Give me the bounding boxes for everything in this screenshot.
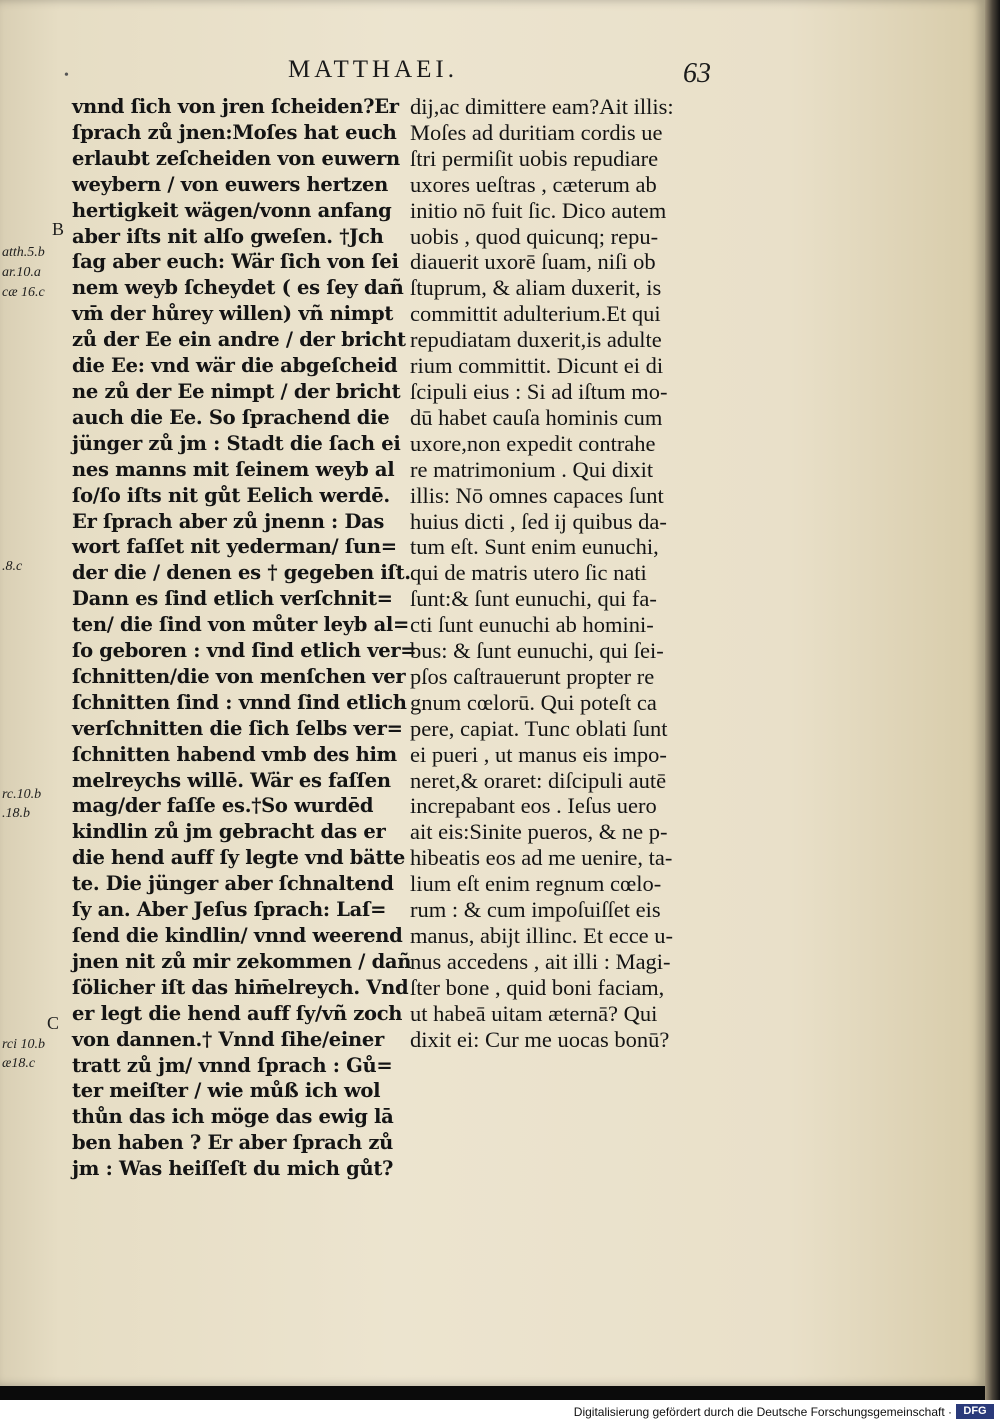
latin-text-line: gnum cœlorū. Qui poteſt ca — [410, 689, 657, 715]
margin-ref: cæ 16.c — [2, 285, 45, 300]
german-text-line: ben haben ? Er aber ſprach zů — [72, 1131, 394, 1155]
latin-text-line: ei pueri , ut manus eis impo- — [410, 741, 667, 767]
latin-text-line: ſtri permiſit uobis repudiare — [410, 145, 659, 171]
latin-text-line: nus accedens , ait illi : Magi- — [410, 948, 671, 974]
german-text-line: jünger zů jm : Stadt die ſach ei — [72, 431, 401, 455]
footer-bar — [0, 1400, 1000, 1424]
german-text-line: thůn das ich möge das ewig lā — [72, 1105, 394, 1129]
german-text-line: ſend die kindlin/ vnnd weerend — [72, 924, 403, 947]
german-text-line: vm̄ der hůrey willen) vñ nimpt — [72, 302, 394, 326]
latin-text-line: ſunt:& ſunt eunuchi, qui fa- — [410, 586, 657, 612]
margin-letter-b: B — [52, 219, 65, 239]
german-text-line: ſo/ſo iſts nit gůt Eelich werdē. — [72, 483, 390, 507]
german-text-line: mag/der faſſe es.†So wurdēd — [72, 794, 374, 818]
german-text-line: er legt die hend auff ſy/vñ zoch — [72, 1001, 403, 1025]
latin-text-line: committit adulterium.Et qui — [410, 301, 661, 327]
funding-notice: Digitalisierung gefördert durch die Deutsche Forschungsgemeinschaft · — [573, 1405, 952, 1419]
latin-text-line: Moſes ad duritiam cordis ue — [410, 119, 663, 145]
latin-text-line: pere, capiat. Tunc oblati ſunt — [410, 715, 668, 741]
margin-ref: atth.5.b — [2, 245, 45, 260]
german-text-line: hertigkeit wägen/vonn anfang — [72, 198, 392, 222]
german-text-line: nes manns mit ſeinem weyb al — [72, 457, 395, 481]
latin-text-line: huius dicti , ſed ij quibus da- — [410, 508, 667, 534]
german-text-line: ter meiſter / wie můß ich wol — [72, 1079, 381, 1103]
latin-text-column — [410, 94, 730, 1053]
german-text-line: ſchnitten/die von menſchen ver — [72, 664, 406, 688]
german-text-line: aber iſts nit alſo gweſen. †Jch — [72, 224, 384, 248]
latin-text-line: tum eſt. Sunt enim eunuchi, — [410, 534, 659, 560]
latin-text-line: ut habeā uitam æternā? Qui — [410, 1000, 658, 1026]
german-text-line: melreychs willē. Wär es faſſen — [72, 768, 391, 792]
running-head: MATTHAEI. — [288, 56, 459, 83]
german-text-line: kindlin zů jm gebracht das er — [72, 820, 386, 844]
german-text-line: ſy an. Aber Jeſus ſprach: Laſ= — [72, 898, 387, 922]
german-text-line: die Ee: vnd wär die abgeſcheid — [72, 354, 398, 378]
latin-text-line: bus: & ſunt eunuchi, qui ſei- — [410, 638, 664, 664]
margin-ref: æ18.c — [2, 1056, 36, 1071]
margin-ref: rc.10.b — [2, 787, 42, 802]
german-text-line: tratt zů jm/ vnnd ſprach : Gů= — [72, 1053, 393, 1077]
latin-text-line: cti ſunt eunuchi ab homini- — [410, 612, 654, 638]
latin-text-line: dū habet cauſa hominis cum — [410, 404, 663, 430]
german-text-line: ſchnitten habend vmb des him — [72, 742, 397, 766]
german-text-line: jm : Was heiſſeſt du mich gůt? — [72, 1157, 394, 1181]
german-text-line: wort faſſet nit yederman/ ſun= — [72, 535, 397, 559]
latin-text-line: dixit ei: Cur me uocas bonū? — [410, 1026, 670, 1052]
german-text-line: ten/ die ſind von můter leyb al= — [72, 613, 410, 637]
latin-text-line: rum : & cum impoſuiſſet eis — [410, 897, 661, 923]
german-text-line: Dann es ſind etlich verſchnit= — [72, 587, 393, 611]
german-text-line: ſchnitten ſind : vnnd ſind etlich — [72, 690, 407, 714]
german-text-line: ſölicher iſt das him̄elreych. Vnd — [72, 975, 409, 999]
latin-text-line: illis: Nō omnes capaces ſunt — [410, 482, 664, 508]
german-text-line: erlaubt zeſcheiden von euwern — [72, 146, 400, 170]
german-text-line: nem weyb ſcheydet ( es ſey dañ — [72, 276, 404, 300]
latin-text-line: hibeatis eos ad me uenire, ta- — [410, 845, 673, 871]
folio-number: 63 — [683, 58, 711, 89]
page-mark: • — [64, 68, 69, 83]
german-text-line: zů der Ee ein andre / der bricht — [72, 328, 406, 352]
latin-text-line: ſtuprum, & aliam duxerit, is — [410, 275, 662, 301]
latin-text-line: rium committit. Dicunt ei di — [410, 353, 664, 379]
german-text-line: auch die Ee. So ſprachend die — [72, 405, 390, 429]
german-text-line: ſag aber euch: Wär ſich von ſei — [72, 250, 399, 274]
latin-text-line: ſter bone , quid boni faciam, — [410, 974, 665, 1000]
margin-letter-c: C — [47, 1013, 60, 1033]
latin-text-line: manus, abijt illinc. Et ecce u- — [410, 923, 674, 948]
dfg-logo: DFG — [956, 1404, 994, 1419]
german-text-line: ne zů der Ee nimpt / der bricht — [72, 379, 401, 403]
latin-text-line: re matrimonium . Qui dixit — [410, 456, 654, 482]
german-text-line: der die / denen es † gegeben iſt. — [72, 561, 411, 585]
latin-text-line: increpabant eos . Ieſus uero — [410, 793, 657, 819]
latin-text-line: initio nō fuit ſic. Dico autem — [410, 197, 667, 223]
german-text-line: verſchnitten die ſich ſelbs ver= — [72, 716, 403, 740]
margin-ref: rci 10.b — [2, 1037, 46, 1052]
german-text-line: Er ſprach aber zů jnenn : Das — [72, 509, 385, 533]
latin-text-line: ſcipuli eius : Si ad iſtum mo- — [410, 378, 668, 404]
german-text-line: ſprach zů jnen:Moſes hat euch — [72, 120, 397, 144]
latin-text-line: ait eis:Sinite pueros, & ne p- — [410, 819, 668, 845]
margin-ref: ar.10.a — [2, 265, 41, 280]
german-text-line: weybern / von euwers hertzen — [72, 172, 388, 196]
margin-ref: .18.b — [2, 806, 30, 821]
german-text-line: vnnd ſich von jren ſcheiden?Er — [72, 95, 399, 118]
latin-text-line: lium eſt enim regnum cœlo- — [410, 871, 662, 897]
margin-ref: .8.c — [2, 559, 23, 574]
latin-text-line: repudiatam duxerit,is adulte — [410, 327, 662, 353]
german-text-line: te. Die jünger aber ſchnaltend — [72, 872, 394, 896]
latin-text-line: pſos caſtrauerunt propter re — [410, 663, 655, 689]
page-edge — [985, 0, 1000, 1400]
latin-text-line: diauerit uxorē ſuam, niſi ob — [410, 249, 656, 275]
german-text-line: jnen nit zů mir zekommen / dañ — [72, 949, 412, 973]
latin-text-line: uobis , quod quicunq; repu- — [410, 223, 659, 249]
german-text-line: die hend auff ſy legte vnd bätte — [72, 846, 405, 870]
latin-text-line: dij,ac dimittere eam?Ait illis: — [410, 94, 674, 119]
latin-text-line: uxore,non expedit contrahe — [410, 430, 656, 456]
german-text-line: ſo geboren : vnd ſind etlich ver= — [72, 639, 417, 663]
german-text-line: von dannen.† Vnnd ſihe/einer — [72, 1027, 384, 1051]
latin-text-line: uxores ueſtras , cæterum ab — [410, 171, 657, 197]
latin-text-line: qui de matris utero ſic nati — [410, 560, 647, 586]
german-text-column — [72, 94, 417, 1182]
latin-text-line: neret,& oraret: diſcipuli autē — [410, 767, 667, 793]
